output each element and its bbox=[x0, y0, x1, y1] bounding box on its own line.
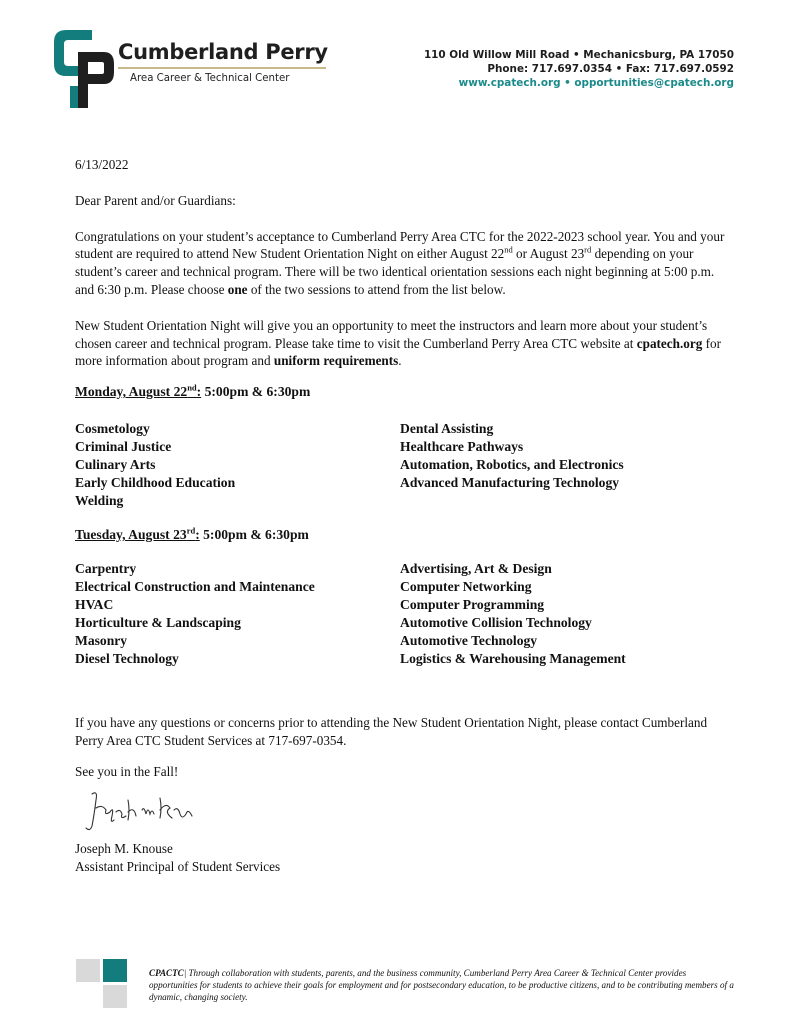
tuesday-programs-left bbox=[75, 560, 315, 668]
program-item: Carpentry bbox=[75, 561, 137, 576]
org-subtitle: Area Career & Technical Center bbox=[130, 73, 290, 84]
session-heading-tuesday: Tuesday, August 23rd: 5:00pm & 6:30pm bbox=[75, 525, 309, 542]
session-heading-monday: Monday, August 22nd: 5:00pm & 6:30pm bbox=[75, 382, 311, 399]
monday-programs-right bbox=[400, 420, 624, 492]
logo-divider bbox=[118, 67, 326, 69]
letterhead bbox=[48, 22, 748, 112]
program-item: Cosmetology bbox=[75, 421, 150, 436]
program-item: Diesel Technology bbox=[75, 651, 179, 666]
see-you-text: See you in the Fall! bbox=[75, 764, 179, 779]
program-item: Computer Programming bbox=[400, 597, 545, 612]
program-item: Advertising, Art & Design bbox=[400, 561, 552, 576]
monday-programs-left bbox=[75, 420, 235, 510]
closing-paragraph bbox=[75, 714, 725, 750]
tuesday-programs-right bbox=[400, 560, 626, 668]
program-item: Computer Networking bbox=[400, 579, 532, 594]
program-item: Dental Assisting bbox=[400, 421, 494, 436]
program-item: Electrical Construction and Maintenance bbox=[75, 579, 315, 594]
org-name: Cumberland Perry bbox=[118, 40, 328, 64]
program-item: Horticulture & Landscaping bbox=[75, 615, 241, 630]
letter-body bbox=[75, 156, 725, 370]
letter-date: 6/13/2022 bbox=[75, 157, 129, 172]
program-item: Automation, Robotics, and Electronics bbox=[400, 457, 624, 472]
questions-text: If you have any questions or concerns prior to attending the New Student Orientation Night, please contact Cumberland Perry Area CTC Student Services at 717-697-0354. bbox=[75, 715, 708, 748]
cp-logo-icon bbox=[48, 22, 118, 110]
contact-block bbox=[424, 48, 734, 90]
program-item: Healthcare Pathways bbox=[400, 439, 524, 454]
program-item: HVAC bbox=[75, 597, 114, 612]
signature-image bbox=[84, 786, 194, 836]
address: 110 Old Willow Mill Road • Mechanicsburg, PA 17050 bbox=[423, 49, 734, 61]
program-item: Automotive Technology bbox=[400, 633, 538, 648]
signer-block bbox=[75, 840, 280, 875]
program-item: Culinary Arts bbox=[75, 457, 156, 472]
footer-squares-graphic bbox=[76, 959, 128, 1009]
logo-text bbox=[118, 40, 333, 85]
program-item: Welding bbox=[75, 493, 124, 508]
paragraph-acceptance: Congratulations on your student’s acceptance to Cumberland Perry Area CTC for the 2022-2023 school year. You and your student are required to attend New Student Orientation Night on either August 22nd or August 23rd depending on your student’s career and technical program. There will be two identical orientation sessions each night beginning at 5:00 p.m. and 6:30 p.m. Please choose one of the two sessions to attend from the list below. bbox=[75, 228, 725, 297]
footer-square bbox=[103, 959, 127, 982]
website-email[interactable]: www.cpatech.org • opportunities@cpatech.org bbox=[458, 77, 734, 89]
footer-square bbox=[103, 985, 127, 1008]
footer-square bbox=[76, 959, 100, 982]
program-item: Automotive Collision Technology bbox=[400, 615, 592, 630]
salutation: Dear Parent and/or Guardians: bbox=[75, 192, 236, 208]
program-item: Early Childhood Education bbox=[75, 475, 236, 490]
signer-title: Assistant Principal of Student Services bbox=[75, 858, 281, 874]
phone-fax: Phone: 717.697.0354 • Fax: 717.697.0592 bbox=[487, 63, 734, 75]
program-item: Masonry bbox=[75, 633, 128, 648]
footer-lead: CPACTC bbox=[149, 968, 184, 978]
signer-name: Joseph M. Knouse bbox=[75, 841, 173, 856]
program-item: Advanced Manufacturing Technology bbox=[400, 475, 620, 490]
footer-mission: CPACTC| Through collaboration with students, parents, and the business community, Cumberland Perry Area Career & Technical Center provides opportunities for students to achieve their goals for employment and for postsecondary education, to be productive citizens, and to be contributing members of a dynamic, changing society. bbox=[149, 968, 734, 1003]
program-item: Logistics & Warehousing Management bbox=[400, 651, 626, 666]
program-item: Criminal Justice bbox=[75, 439, 172, 454]
paragraph-orientation-info: New Student Orientation Night will give you an opportunity to meet the instructors and learn more about your student’s chosen career and technical program. Please take time to visit the Cumberland Perry Area CTC website at cpatech.org for more information about program and uniform requirements. bbox=[75, 317, 721, 369]
